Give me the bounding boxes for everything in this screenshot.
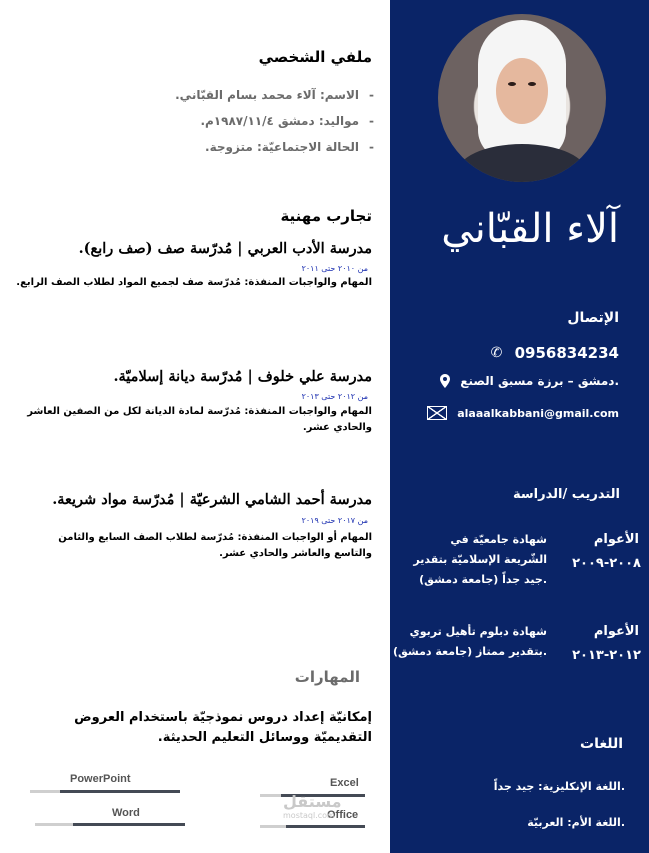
skill-fill [286,825,365,828]
job-desc: المهام والواجبات المنفذة: مُدرّسة صف لجميع المواد لطلاب الصف الرابع. [16,277,372,288]
address-text: دمشق – برزة مسبق الصنع. [460,374,619,388]
skill-label: Office [327,809,359,821]
language-item: اللغة الإنكليزية: جيد جداً. [493,780,625,793]
skill-label: Excel [330,777,359,789]
job-date: من ٢٠١٠ حتى ٢٠١١ [301,264,368,273]
edu-years: ٢٠١٢-٢٠١٣ [572,648,641,663]
job-desc: المهام أو الواجبات المنفذة: مُدرّسة لطلاب الصف السابع والثامن والتاسع والعاشر والحادي عشر. [58,532,372,559]
skill-bar [35,823,185,826]
email-icon [427,406,447,420]
watermark-logo: مستقل mostaql.com [283,792,342,820]
job-title: مدرسة أحمد الشامي الشرعيّة | مُدرّسة مواد شريعة. [52,491,372,508]
email-row [427,406,619,420]
candidate-name: آلاء القبّاني [441,206,619,252]
job-date: من ٢٠١٧ حتى ٢٠١٩ [301,516,368,525]
job-desc: المهام والواجبات المنفذة: مُدرّسة لمادة الديانة لكل من الصفين العاشر والحادي عشر. [27,406,372,433]
profile-item: - الاسم: آلاء محمد بسام القبّاني. [175,88,374,102]
phone-icon: ✆ [490,345,503,361]
contact-title: الإتصال [567,310,619,326]
edu-years: ٢٠٠٨-٢٠٠٩ [572,556,641,571]
education-title: التدريب /الدراسة [512,487,620,502]
phone-row [491,344,619,362]
languages-title: اللغات [580,736,623,752]
skills-title: المهارات [294,668,360,686]
edu-years-label: الأعوام [593,624,639,639]
skill-bar [30,790,180,793]
language-item: اللغة الأم: العربيّة. [527,816,625,829]
location-pin-icon [440,374,450,388]
email-address[interactable]: alaaalkabbani@gmail.com [457,406,619,420]
address-row [440,374,619,388]
phone-number: 0956834234 [514,344,619,362]
job-date: من ٢٠١٢ حتى ٢٠١٣ [301,392,368,401]
skills-text: إمكانيّة إعداد دروس نموذجيّة باستخدام العروض التقديميّة ووسائل التعليم الحديثة. [74,710,372,745]
skill-label: Word [112,807,140,819]
profile-item: - مواليد: دمشق ١٩٨٧/١١/٤م. [200,114,374,128]
profile-item: - الحالة الاجتماعيّة: متزوجة. [205,140,374,154]
profile-photo [438,14,606,182]
edu-years-label: الأعوام [593,532,639,547]
edu-desc: شهادة دبلوم تأهيل تربوي بتقدير ممتاز (جامعة دمشق). [392,625,547,658]
skill-label: PowerPoint [70,773,131,785]
job-title: مدرسة علي خلوف | مُدرّسة ديانة إسلاميّة. [113,368,372,385]
experience-title: تجارب مهنية [280,207,372,225]
skill-fill [73,823,186,826]
profile-title: ملفي الشخصي [258,48,372,66]
skill-fill [60,790,180,793]
edu-desc: شهادة جامعيّة في الشّريعة الإسلاميّة بتقدير جيد جداً (جامعة دمشق). [413,533,547,586]
job-title: مدرسة الأدب العربي | مُدرّسة صف (صف رابع). [78,240,372,257]
skill-bar [260,825,365,828]
